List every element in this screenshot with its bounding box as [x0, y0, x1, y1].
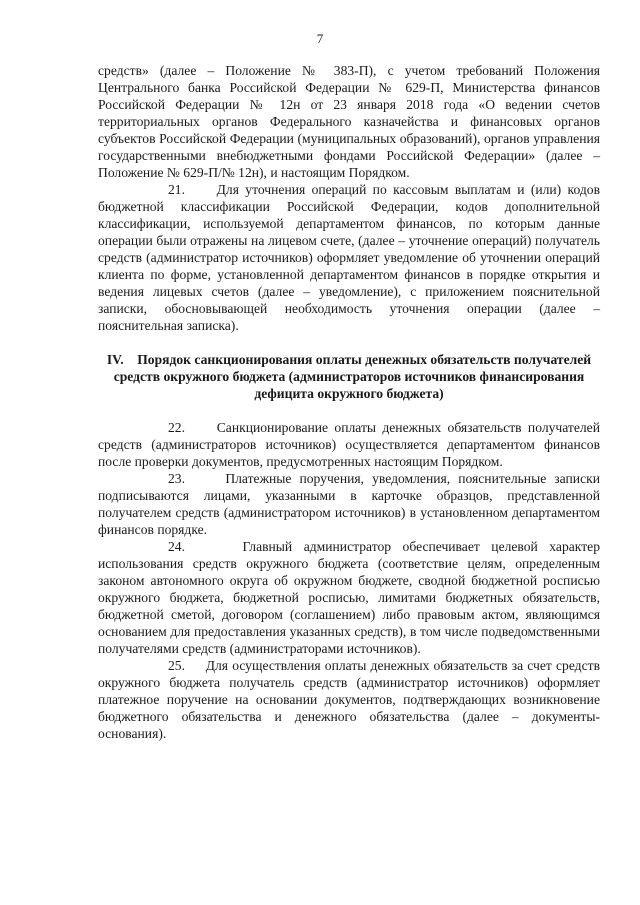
paragraph-25: [98, 657, 600, 742]
paragraph-number: 22.: [168, 420, 185, 435]
paragraph-22: [98, 419, 600, 470]
paragraph-23: [98, 470, 600, 538]
section-number: IV.: [106, 352, 124, 367]
document-body: [98, 62, 600, 742]
page-number: 7: [316, 31, 324, 46]
paragraph-24: [98, 538, 600, 657]
paragraph-21: [98, 181, 600, 334]
paragraph-number: 25.: [168, 658, 185, 673]
paragraph-text: Главный администратор обеспечивает целевой характер использования средств окружного бюджета (соответствие целям, определенным законом автономного округа об окружном бюджете, сводной бюджетной росписью окружного бюджета, бюджетной росписью, лимитами бюджетных обязательств, бюджетной сметой, договором (соглашением) либо правовым актом, являющимся основанием для предоставления указанных средств), в том числе подведомственными получателями средств (администраторами источников).: [98, 539, 600, 656]
intro-paragraph: средств» (далее – Положение № 383-П), с учетом требований Положения Центрального банка Российской Федерации № 629-П, Министерства финансов Российской Федерации № 12н от 23 января 2018 года «О ведении счетов территориальных органов Федерального казначейства и финансовых органов субъектов Российской Федерации (муниципальных образований), органов управления государственными внебюджетными фондами Российской Федерации» (далее – Положение № 629-П/№ 12н), и настоящим Порядком.: [98, 63, 600, 180]
paragraph-number: 24.: [168, 539, 185, 554]
paragraph-text: Санкционирование оплаты денежных обязательств получателей средств (администраторов источников) осуществляется департаментом финансов после проверки документов, предусмотренных настоящим Порядком.: [98, 420, 600, 469]
paragraph-text: Для осуществления оплаты денежных обязательств за счет средств окружного бюджета получатель средств (администратор источников) оформляет платежное поручение на основании документов, подтверждающих возникновение бюджетного обязательства и денежного обязательства (далее – документы-основания).: [98, 658, 600, 741]
section-title: Порядок санкционирования оплаты денежных обязательств получателей средств окружного бюджета (администраторов источников финансирования дефицита окружного бюджета): [113, 352, 592, 401]
paragraph-number: 23.: [168, 471, 185, 486]
paragraph-text: Платежные поручения, уведомления, пояснительные записки подписываются лицами, указанными в карточке образцов, представленной получателем средств (администратором источников) в установленном департаментом финансов порядке.: [98, 471, 600, 537]
paragraph-text: Для уточнения операций по кассовым выплатам и (или) кодов бюджетной классификации Российской Федерации, кодов дополнительной классификации, используемой департаментом финансов, по которым данные операции были отражены на лицевом счете, (далее – уточнение операций) получатель средств (администратор источников) оформляет уведомление об уточнении операций клиента по форме, установленной департаментом финансов в порядке открытия и ведения лицевых счетов (далее – уведомление), с приложением пояснительной записки, обосновывающей необходимость уточнения операции (далее – пояснительная записка).: [98, 182, 600, 333]
paragraph-number: 21.: [168, 182, 185, 197]
section-heading: [98, 351, 600, 402]
